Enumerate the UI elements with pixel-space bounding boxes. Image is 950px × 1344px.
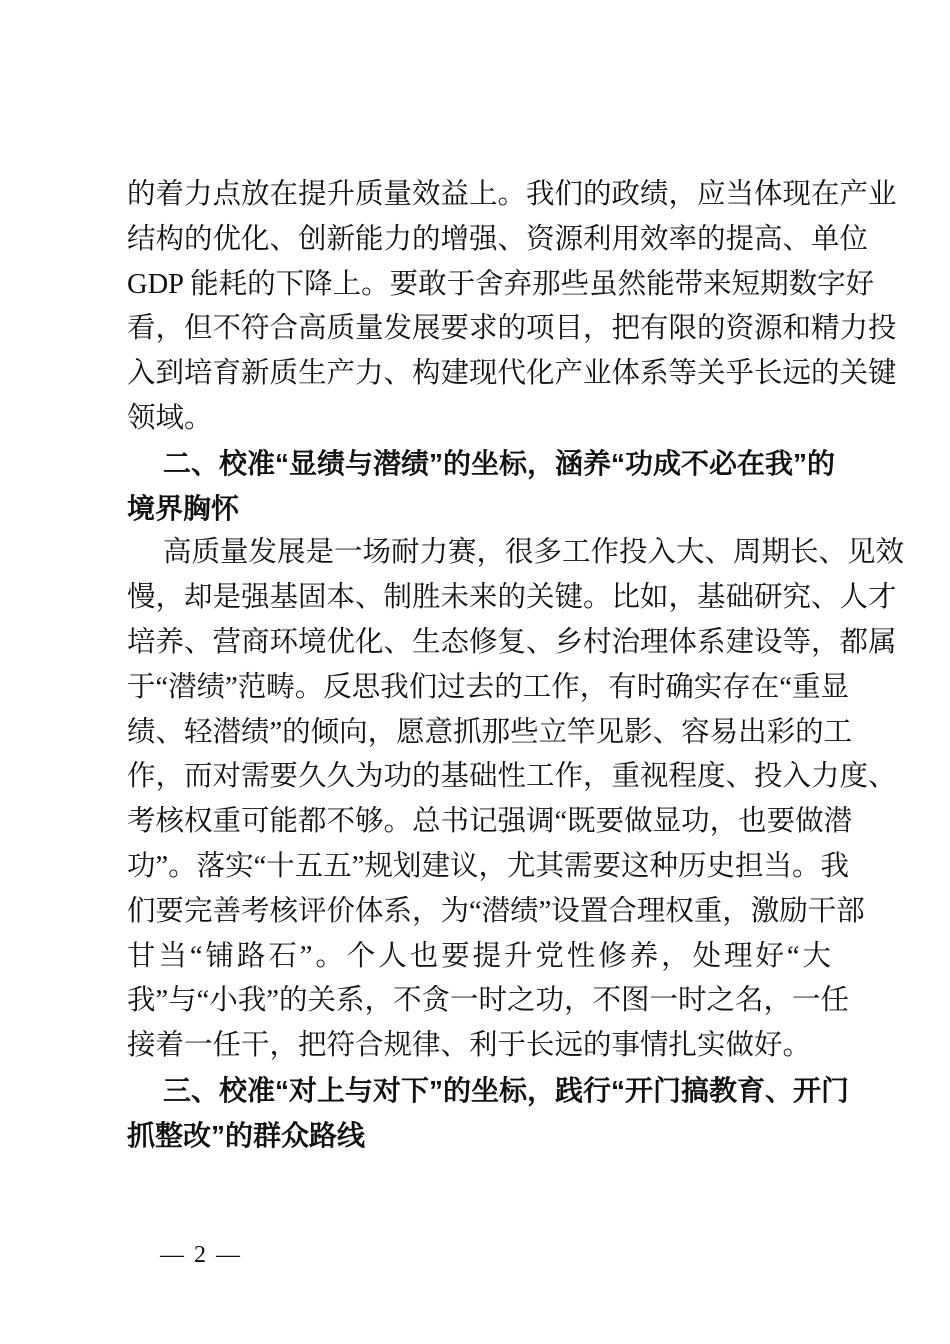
section-heading xyxy=(127,1069,850,1159)
text-line: 抓整改”的群众路线 xyxy=(127,1119,366,1151)
text-line: 接着一任干，把符合规律、利于长远的事情扎实做好。 xyxy=(127,1030,812,1062)
section-heading xyxy=(127,442,836,532)
text-line: 考核权重可能都不够。总书记强调“既要做显功，也要做潜 xyxy=(127,806,853,838)
body-paragraph xyxy=(127,531,905,1069)
text-line: 甘当“铺路石”。个人也要提升党性修养，处理好“大 xyxy=(127,940,831,972)
text-line: 们要完善考核评价体系，为“潜绩”设置合理权重，激励干部 xyxy=(127,895,865,927)
text-line: 结构的优化、创新能力的增强、资源利用效率的提高、单位 xyxy=(127,223,869,255)
text-line: 入到培育新质生产力、构建现代化产业体系等关乎长远的关键 xyxy=(127,358,897,390)
text-line: 领域。 xyxy=(127,402,213,434)
document-page xyxy=(127,173,905,1159)
text-line: 绩、轻潜绩”的倾向，愿意抓那些立竿见影、容易出彩的工 xyxy=(127,716,853,748)
text-line: 慢，却是强基固本、制胜未来的关键。比如，基础研究、人才 xyxy=(127,582,897,614)
text-line: 二、校准“显绩与潜绩”的坐标，涵养“功成不必在我”的 xyxy=(163,447,836,479)
text-line: 我”与“小我”的关系，不贪一时之功，不图一时之名，一任 xyxy=(127,985,849,1017)
text-line: 作，而对需要久久为功的基础性工作，重视程度、投入力度、 xyxy=(127,761,897,793)
body-paragraph xyxy=(127,173,897,442)
text-line: 三、校准“对上与对下”的坐标，践行“开门搞教育、开门 xyxy=(163,1074,850,1106)
page-number: — 2 — xyxy=(160,1242,242,1268)
text-line: GDP 能耗的下降上。要敢于舍弃那些虽然能带来短期数字好 xyxy=(127,268,875,300)
text-line: 高质量发展是一场耐力赛，很多工作投入大、周期长、见效 xyxy=(163,537,905,569)
text-line: 境界胸怀 xyxy=(127,492,240,524)
text-line: 的着力点放在提升质量效益上。我们的政绩，应当体现在产业 xyxy=(127,179,897,210)
text-line: 功”。落实“十五五”规划建议，尤其需要这种历史担当。我 xyxy=(127,850,849,882)
text-line: 看，但不符合高质量发展要求的项目，把有限的资源和精力投 xyxy=(127,313,897,345)
text-line: 培养、营商环境优化、生态修复、乡村治理体系建设等，都属 xyxy=(127,626,897,658)
text-line: 于“潜绩”范畴。反思我们过去的工作，有时确实存在“重显 xyxy=(127,671,849,703)
